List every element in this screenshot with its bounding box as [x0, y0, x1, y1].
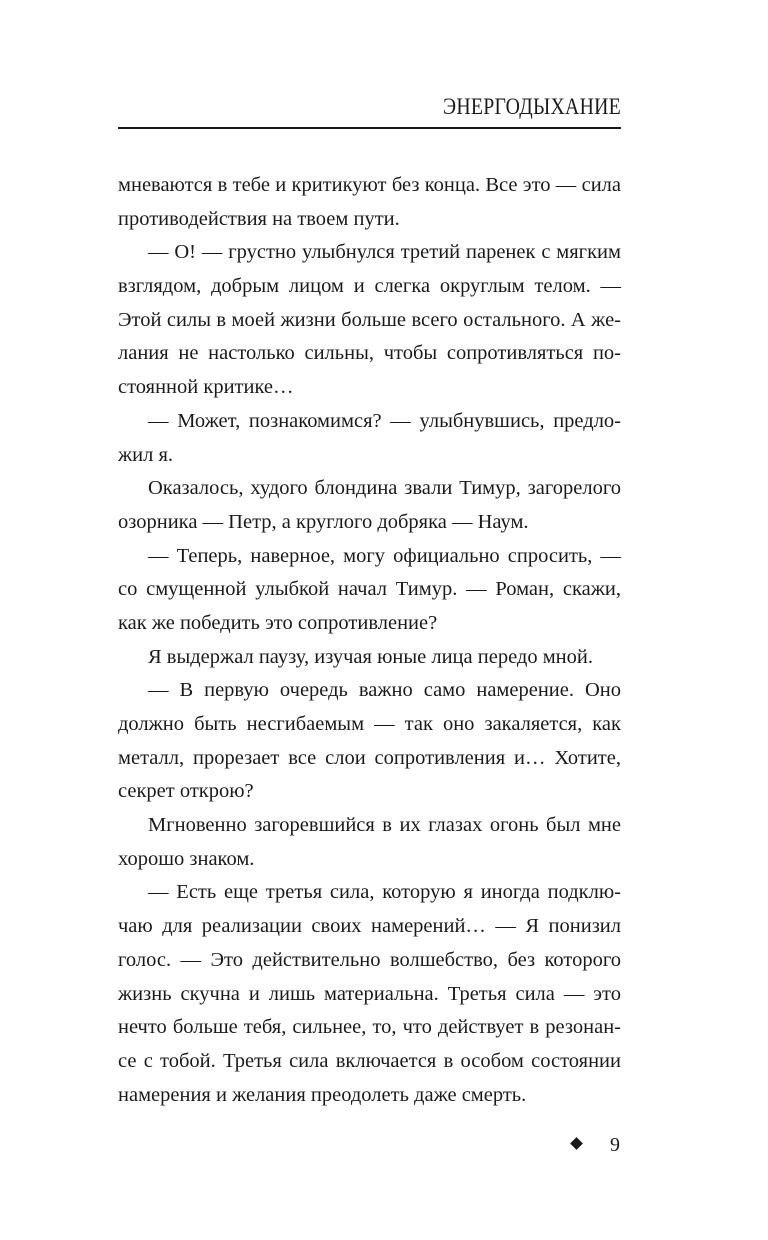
text-line: озорника — Петр, а круглого добряка — Наум. [118, 510, 529, 533]
text-line: металл, прорезает все слои сопротивления и… Хотите, [118, 746, 621, 769]
text-line: нечто больше тебя, сильнее, то, что действует в резонан- [118, 1016, 621, 1039]
text-line: се с тобой. Третья сила включается в особом состоянии [118, 1049, 621, 1072]
text-line: взглядом, добрым лицом и слегка округлым телом. — [118, 275, 621, 298]
text-line: — В первую очередь важно само намерение. Оно [148, 679, 621, 702]
text-line: чаю для реализации своих намерений… — Я понизил [118, 915, 621, 938]
text-line: секрет открою? [118, 780, 254, 803]
text-line: лания не настолько сильны, чтобы сопротивляться по- [118, 342, 621, 365]
running-title: ЭНЕРГОДЫХАНИЕ [443, 94, 621, 119]
text-line: Этой силы в моей жизни больше всего остального. А же- [118, 308, 621, 331]
text-line: стоянной критике… [118, 376, 294, 399]
text-line: противодействия на твоем пути. [118, 207, 400, 230]
text-line: мневаются в тебе и критикуют без конца. Все это — сила [118, 174, 621, 196]
text-line: жил я. [118, 443, 174, 466]
diamond-ornament-icon [570, 1137, 583, 1150]
text-line: жизнь скучна и лишь материальна. Третья сила — это [118, 982, 621, 1005]
text-line: — О! — грустно улыбнулся третий паренек с мягким [148, 241, 621, 264]
text-line: Мгновенно загоревшийся в их глазах огонь был мне [148, 814, 621, 837]
text-line: со смущенной улыбкой начал Тимур. — Роман, скажи, [118, 578, 621, 601]
text-line: хорошо знаком. [118, 847, 255, 870]
page-number: 9 [610, 1134, 620, 1156]
text-line: должно быть несгибаемым — так оно закаляется, как [118, 713, 621, 735]
text-line: Я выдержал паузу, изучая юные лица передо мной. [148, 645, 593, 668]
text-line: как же победить это сопротивление? [118, 611, 438, 634]
text-line: голос. — Это действительно волшебство, без которого [118, 948, 621, 971]
text-line: Оказалось, худого блондина звали Тимур, загорелого [148, 477, 621, 500]
header-rule [118, 127, 621, 129]
text-line: — Теперь, наверное, могу официально спросить, — [148, 544, 621, 567]
text-line: — Есть еще третья сила, которую я иногда подклю- [148, 881, 621, 904]
text-line: намерения и желания преодолеть даже смерть. [118, 1083, 527, 1106]
body-text [118, 169, 621, 1112]
text-line: — Может, познакомимся? — улыбнувшись, предло- [148, 409, 621, 432]
